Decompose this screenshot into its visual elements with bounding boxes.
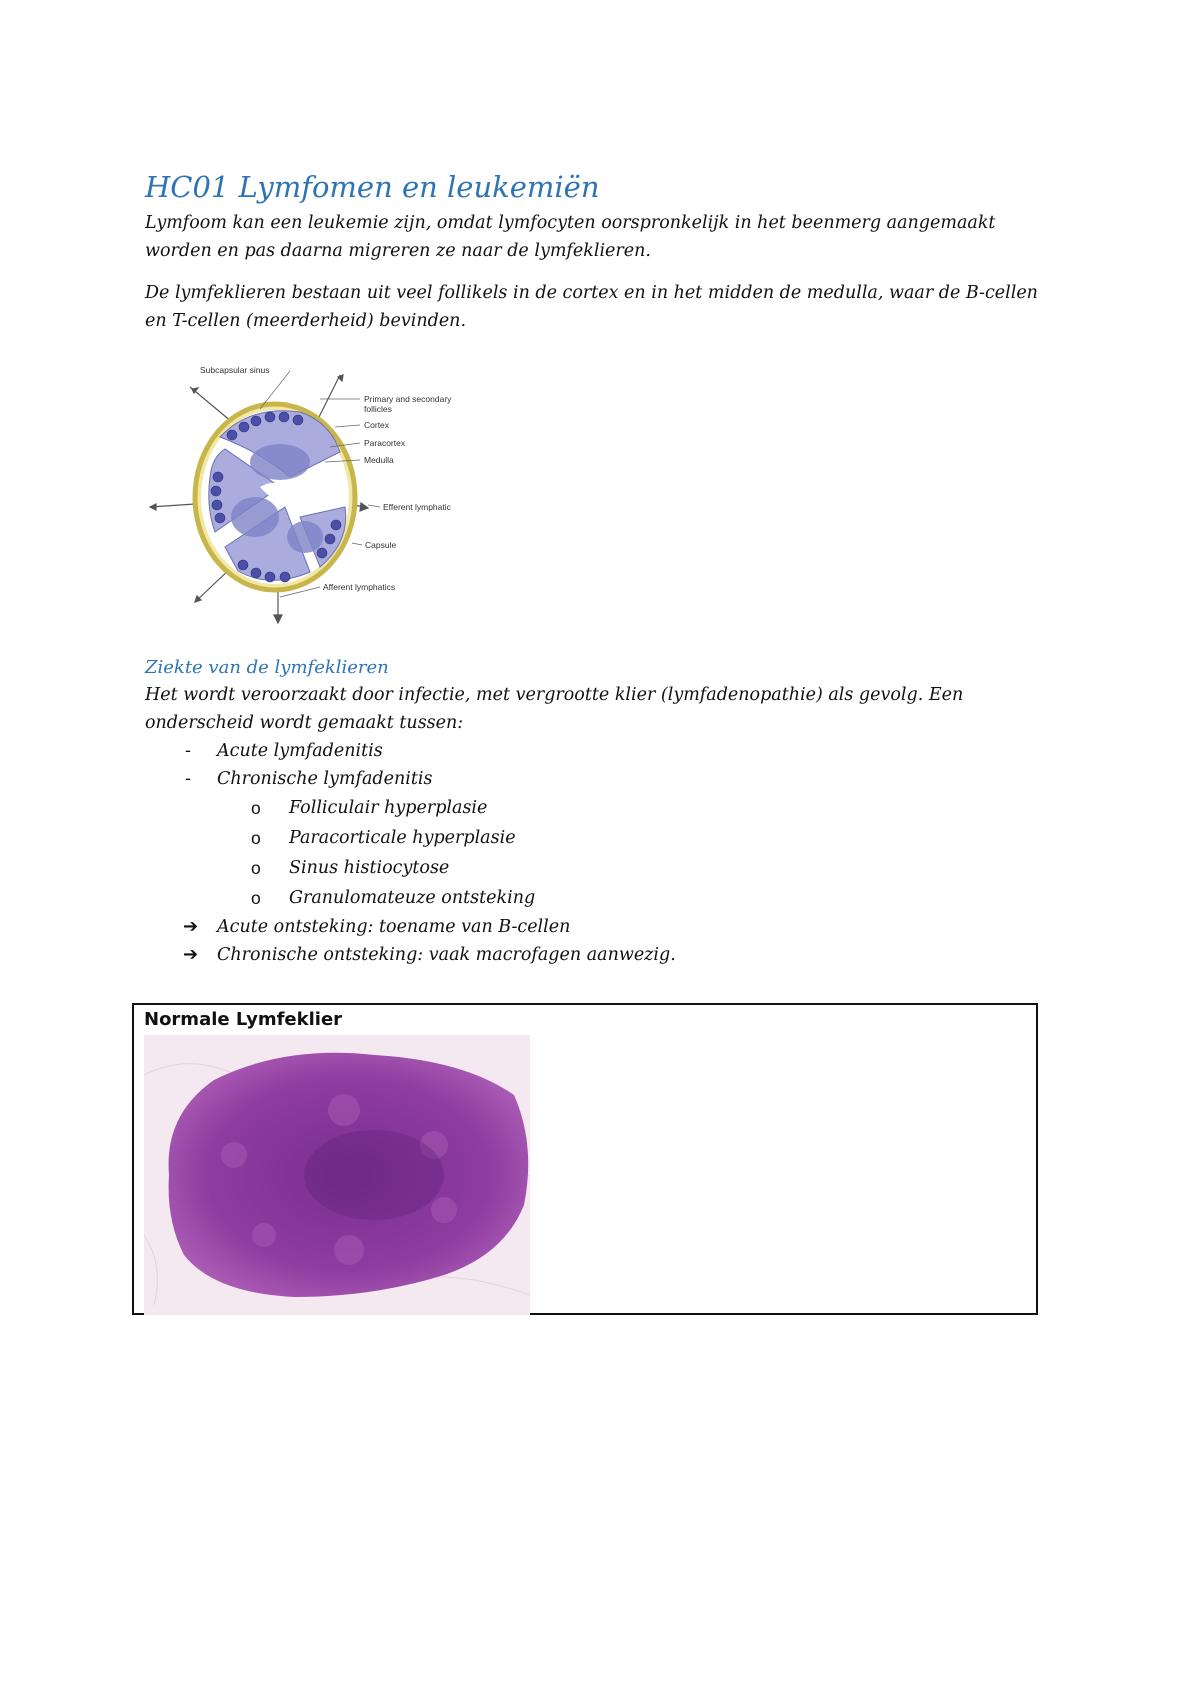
label-efferent-lymphatic: Efferent lymphatic	[383, 501, 451, 512]
circle-bullet: o	[251, 797, 261, 818]
dash-bullet: -	[185, 768, 191, 789]
sub-list-item: o Paracorticale hyperplasie	[217, 823, 1065, 853]
list-item: - Chronische lymfadenitis o Folliculair hyperplasie o Paracorticale hyperplasie o Sinus histiocytose o Granulomateuze ontsteking	[145, 765, 1065, 913]
dash-bullet: -	[185, 740, 191, 761]
histology-illustration	[144, 1035, 530, 1315]
label-medulla: Medulla	[364, 454, 394, 465]
circle-bullet: o	[251, 857, 261, 878]
page-title: HC01 Lymfomen en leukemiën	[145, 170, 600, 204]
paragraph-structure: De lymfeklieren bestaan uit veel follikels in de cortex en in het midden de medulla, waar de B-cellen en T-cellen (meerderheid) bevinden.	[145, 282, 1038, 331]
sub-list-item: o Granulomateuze ontsteking	[217, 883, 1065, 913]
arrow-list	[145, 913, 1065, 969]
sub-list-item: o Folliculair hyperplasie	[217, 793, 1065, 823]
normal-lymph-node-box	[132, 1003, 1038, 1315]
section-heading: Ziekte van de lymfeklieren	[145, 656, 389, 678]
lymfadenitis-list	[145, 737, 1065, 913]
paragraph-intro: Lymfoom kan een leukemie zijn, omdat lymfocyten oorspronkelijk in het beenmerg aangemaakt worden en pas daarna migreren ze naar de lymfeklieren.	[145, 212, 996, 261]
box-title: Normale Lymfeklier	[144, 1009, 343, 1030]
section-intro: Het wordt veroorzaakt door infectie, met vergrootte klier (lymfadenopathie) als gevolg. Een onderscheid wordt gemaakt tussen:	[145, 684, 964, 733]
circle-bullet: o	[251, 887, 261, 908]
label-paracortex: Paracortex	[364, 437, 406, 448]
label-follicles: Primary and secondary follicles	[364, 393, 452, 414]
arrow-right-icon: ➔	[183, 943, 199, 965]
document-page	[145, 170, 1065, 969]
circle-bullet: o	[251, 827, 261, 848]
histology-image	[144, 1035, 530, 1315]
label-cortex: Cortex	[364, 419, 390, 430]
arrow-right-icon: ➔	[183, 915, 199, 937]
label-afferent-lymphatics: Afferent lymphatics	[323, 581, 396, 592]
label-capsule: Capsule	[365, 539, 397, 550]
chronic-sublist	[217, 793, 1065, 913]
lymph-node-diagram	[140, 357, 480, 637]
label-subcapsular-sinus: Subcapsular sinus	[200, 364, 270, 375]
arrow-item: ➔ Chronische ontsteking: vaak macrofagen aanwezig.	[145, 941, 1065, 969]
list-item: - Acute lymfadenitis	[145, 737, 1065, 765]
sub-list-item: o Sinus histiocytose	[217, 853, 1065, 883]
arrow-item: ➔ Acute ontsteking: toename van B-cellen	[145, 913, 1065, 941]
